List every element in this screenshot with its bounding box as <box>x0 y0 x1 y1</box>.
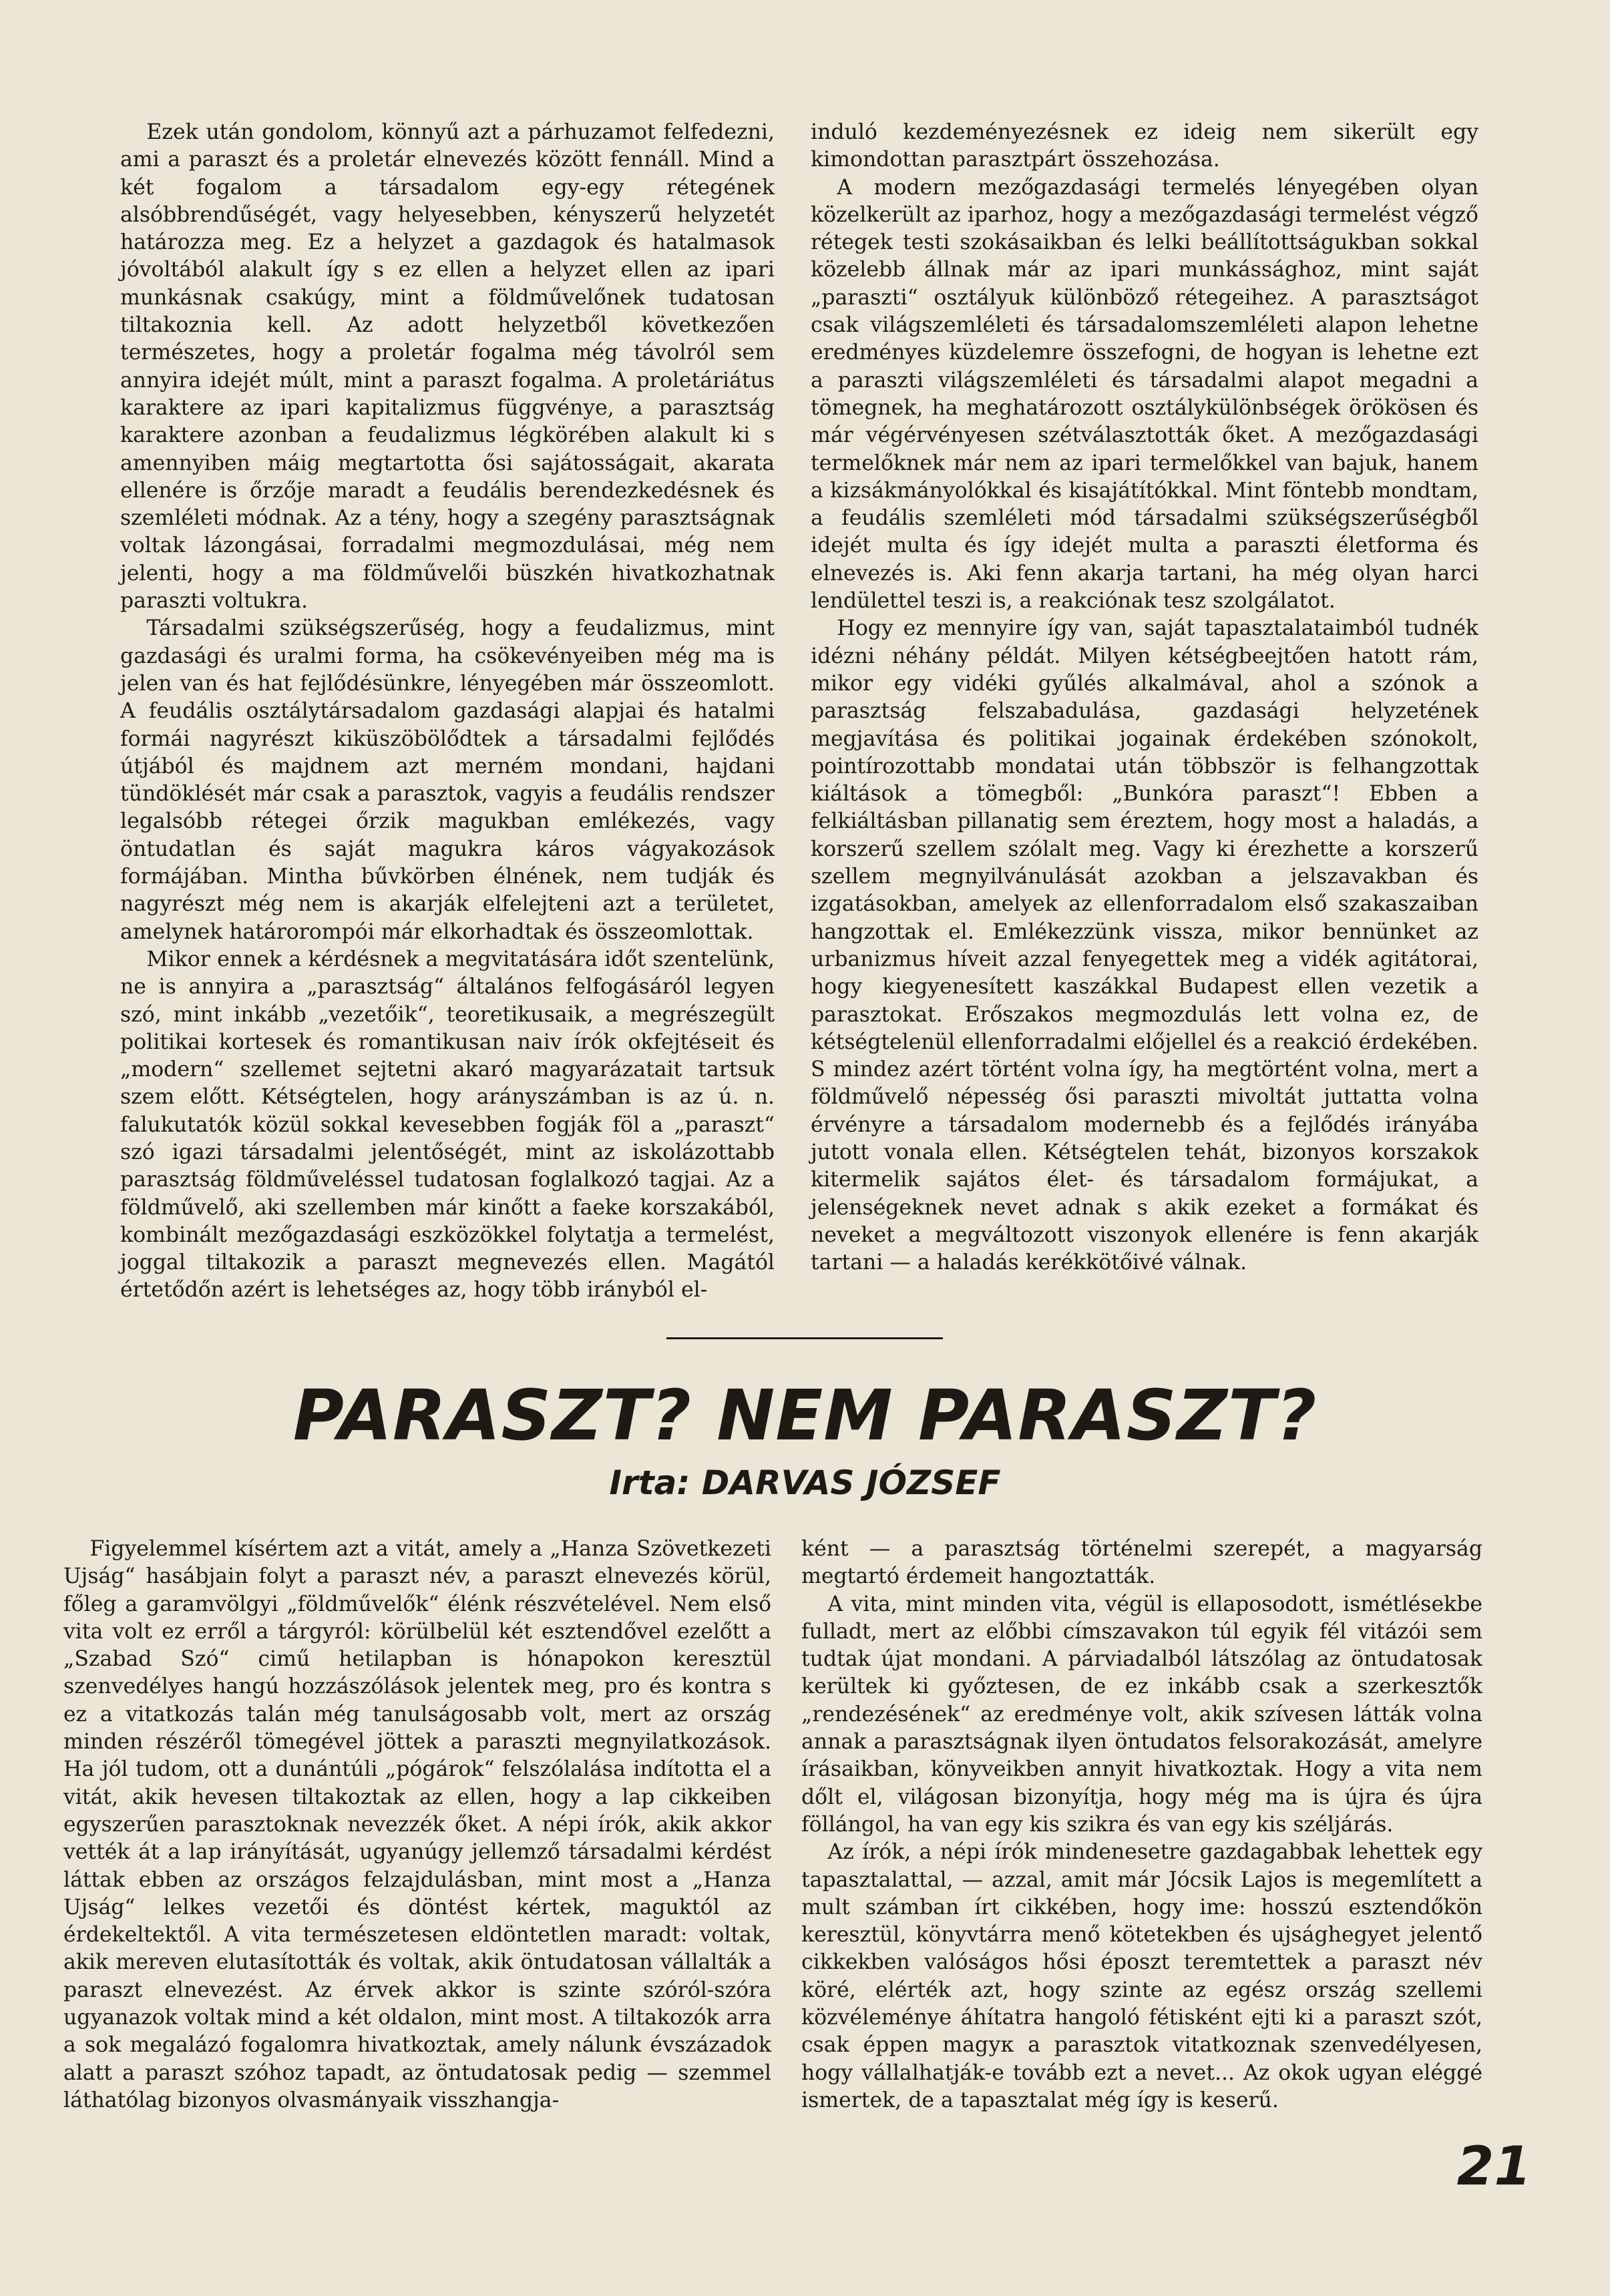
paragraph: Mikor ennek a kérdésnek a megvitatására időt szentelünk, ne is annyira a „parasztság“ általános felfogásáról legyen szó, mint inkább „vezetőik“, teoretikusaik, a megrészegült politikai kortesek és romantikusan naiv írók okfejtéseit és „modern“ szellemet sejtetni akaró magyarázatait tartsuk szem előtt. Kétségtelen, hogy arányszámban is az ú. n. falukutatók közül sokkal kevesebben fogják föl a „paraszt“ szó igazi társadalmi jelentőségét, mint az iskolázottabb parasztság földműveléssel tudatosan foglalkozó tagjai. Az a földművelő, aki szellemben már kinőtt a faeke korszakából, kombinált mezőgazdasági eszközökkel folytatja a termelést, joggal tiltakozik a paraszt megnevezés ellen. Magától értetődőn azért is lehetséges az, hogy több irányból el- <box>120 947 775 1303</box>
section-divider <box>666 1337 943 1339</box>
paragraph: A vita, mint minden vita, végül is ellaposodott, ismétlésekbe fulladt, mert az előbbi címszavakon túl egyik fél vitázói sem tudtak újat mondani. A párviadalból látszólag az öntudatosak kerültek ki győztesen, de ez inkább csak a szerkesztők „rendezésének“ az eredménye volt, akik szívesen látták volna annak a parasztságnak ilyen öntudatos felsorakozását, amelyre írásaikban, könyveikben annyit hivatkoztak. Hogy a vita nem dőlt el, világosan bizonyítja, hogy még ma is újra és újra föllángol, ha van egy kis szikra és van egy kis széljárás. <box>801 1592 1482 1837</box>
new-article-right-column <box>801 1536 1482 2114</box>
article-byline: Irta: DARVAS JÓZSEF <box>609 1463 1001 1502</box>
paragraph: Ezek után gondolom, könnyű azt a párhuzamot felfedezni, ami a paraszt és a proletár elnevezés között fennáll. Mind a két fogalom a társadalom egy-egy rétegének alsóbbrendűségét, vagy helyesebben, kényszerű helyzetét határozza meg. Ez a helyzet a gazdagok és hatalmasok jóvoltából alakult így s ez ellen a helyzet ellen az ipari munkásnak csakúgy, mint a földművelőnek tudatosan tiltakoznia kell. Az adott helyzetből következően természetes, hogy a proletár fogalma még távolról sem annyira idejét múlt, mint a paraszt fogalma. A proletáriátus karaktere az ipari kapitalizmus függvénye, a parasztság karaktere azonban a feudalizmus légkörében alakult ki s amennyiben máig megtartotta ősi sajátosságait, akarata ellenére is őrzője maradt a feudális berendezkedésnek és szemléleti módnak. Az a tény, hogy a szegény parasztságnak voltak lázongásai, forradalmi megmozdulásai, még nem jelenti, hogy a ma földművelői büszkén hivatkozhatnak paraszti voltukra. <box>120 120 775 614</box>
paragraph: Az írók, a népi írók mindenesetre gazdagabbak lehettek egy tapasztalattal, — azzal, amit már Jócsik Lajos is megemlített a mult számban írt cikkében, hogy ime: hosszú esztendőkön keresztül, könyvtárra menő kötetekben és ujsághegyet jelentő cikkekben valóságos hősi époszt teremtettek a paraszt név köré, elérték azt, hogy szinte az egész ország szellemi közvéleménye áhítatra hangoló fétisként ejti ki a paraszt szót, csak éppen magук a parasztok vitatkoznak szenvedélyesen, hogy vállalhatják-e tovább ezt a nevet... Az okok ugyan eléggé ismertek, de a tapasztalat még így is keserű. <box>801 1840 1482 2112</box>
top-article-left-column <box>120 119 775 1305</box>
paragraph: A modern mezőgazdasági termelés lényegében olyan közelkerült az iparhoz, hogy a mezőgazdasági termelést végző rétegek testi szokásaikban és lelki beállítottságukban sokkal közelebb állnak már az ipari munkássághoz, mint saját „paraszti“ osztályuk különböző rétegeihez. A parasztságot csak világszemléleti és társadalomszemléleti alapon lehetne eredményes küzdelemre összefogni, de hogyan is lehetne ezt a paraszti világszemléleti és társadalmi alapot megadni a tömegnek, ha meghatározott osztálykülönbségek örökösen és már végérvényesen szétválasztották őket. A mezőgazdasági termelőknek már nem az ipari termelőkkel van bajuk, hanem a kizsákmányolókkal és kisajátítókkal. Mint föntebb mondtam, a feudális szemléleti mód társadalmi szükségszerűségből idejét multa és így idejét multa a paraszti életforma és elnevezés is. Aki fenn akarja tartani, ha még olyan harci lendülettel teszi is, a reakciónak tesz szolgálatot. <box>811 175 1478 614</box>
new-article-left-column <box>63 1536 771 2114</box>
paragraph: Társadalmi szükségszerűség, hogy a feudalizmus, mint gazdasági és uralmi forma, ha csökevényeiben még ma is jelen van és hat fejlődésünkre, lényegében már összeomlott. A feudális osztálytársadalom gazdasági alapjai és hatalmi formái nagyrészt kiküszöbölődtek a társadalmi fejlődés útjából és majdnem azt merném mondani, hajdani tündöklését már csak a parasztok, vagyis a feudális rendszer legalsóbb rétegei őrzik magukban emlékezés, vagy öntudatlan és saját magukra káros vágyakozások formájában. Mintha bűvkörben élnének, nem tudják és nagyrészt még nem is akarják elfelejteni azt a területet, amelynek határorompói már elkorhadtak és összeomlottak. <box>120 616 775 944</box>
paragraph: Figyelemmel kísértem azt a vitát, amely a „Hanza Szövetkezeti Ujság“ hasábjain folyt a paraszt név, a paraszt elnevezés körül, főleg a garamvölgyi „földművelők“ élénk részvételével. Nem első vita volt ez erről a tárgyról: körülbelül két esztendővel ezelőtt a „Szabad Szó“ cimű hetilapban is hónapokon keresztül szenvedélyes hangú hozzászólások jelentek meg, pro és kontra s ez a vitatkozás talán még tanulságosabb volt, mert az ország minden részéről tömegével jöttek a paraszti megnyilatkozások. Ha jól tudom, ott a dunántúli „pógárok“ felszólalása indította el a vitát, akik hevesen tiltakoztak az ellen, hogy a lap cikkeiben egyszerűen parasztoknak nevezzék őket. A népi írók, akik akkor vették át a lap irányítását, ugyanúgy jellemző társadalmi kérdést láttak ebben az országos felzajdulásban, mint most a „Hanza Ujság“ lelkes vezetői és döntést kértek, maguktól az érdekeltektől. A vita természetesen eldöntetlen maradt: voltak, akik mereven elutasították és voltak, akik öntudatosan vállalták a paraszt elnevezést. Az érvek akkor is szinte szóról-szóra ugyanazok voltak mind a két oldalon, mint most. A tiltakozók arra a sok megalázó fogalomra hivatkoztak, amely nálunk évszázadok alatt a paraszt szóhoz tapadt, az öntudatosak pedig — szemmel láthatólag bizonyos olvasmányaik visszhangja- <box>63 1537 771 2112</box>
paragraph: induló kezdeményezésnek ez ideig nem sikerült egy kimondottan parasztpárt összehozása. <box>811 120 1478 172</box>
article-title: PARASZT? NEM PARASZT? <box>292 1375 1318 1456</box>
paragraph: ként — a parasztság történelmi szerepét, a magyarság megtartó érdemeit hangoztatták. <box>801 1537 1482 1589</box>
top-article-right-column <box>811 119 1478 1277</box>
page-number: 21 <box>1456 2135 1531 2197</box>
paragraph: Hogy ez mennyire így van, saját tapasztalataimból tudnék idézni néhány példát. Milyen kétségbeejtően hatott rám, mikor egy vidéki gyűlés alkalmával, ahol a szónok a parasztság felszabadulása, gazdasági helyzetének megjavítása és politikai jogainak érdekében szónokolt, pointírozottabb mondatai után többször is felhangzottak kiáltások a tömegből: „Bunkóra paraszt“! Ebben a felkiáltásban pillanatig sem éreztem, hogy most a haladás, a korszerű szellem szólalt meg. Vagy ki érezhette a korszerű szellem megnyilvánulását azokban a jelszavakban és izgatásokban, amelyek az ellenforradalom első szakaszaiban hangzottak el. Emlékezzünk vissza, mikor bennünket az urbanizmus híveit azzal fenyegettek meg a vidék agitátorai, hogy kiegyenesített kaszákkal Budapest ellen vezetik a parasztokat. Erőszakos megmozdulás lett volna ez, de kétségtelenül ellenforradalmi előjellel és a reakció érdekében. S mindez azért történt volna így, ha megtörtént volna, mert a földművelő népesség ősi paraszti mivoltát juttatta volna érvényre a társadalom modernebb és a fejlődés irányába jutott vonala ellen. Kétségtelen tehát, bizonyos korszakok kitermelik sajátos élet- és társadalom formájukat, a jelenségeknek nevet adnak s akik ezeket a formákat és neveket a megváltozott viszonyok ellenére is fenn akarják tartani — a haladás kerékkötőivé válnak. <box>811 616 1478 1275</box>
